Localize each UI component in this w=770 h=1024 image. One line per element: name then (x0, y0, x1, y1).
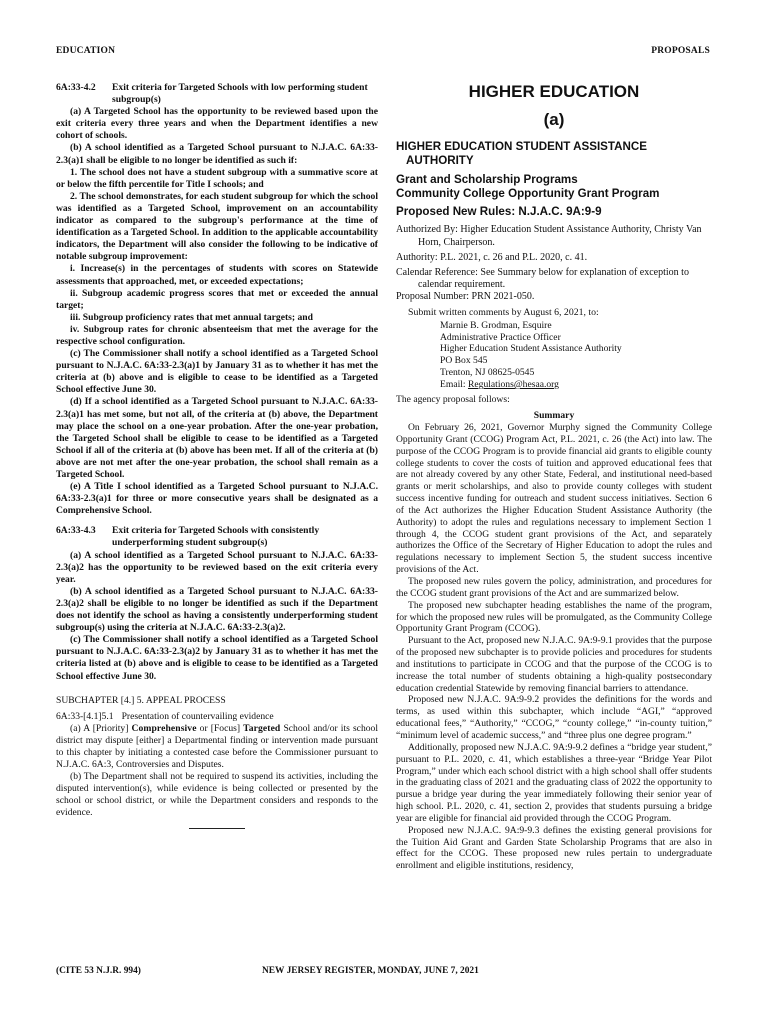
section-number: 6A:33-[4.1]5.1 (56, 710, 114, 722)
address-block (396, 320, 712, 391)
authorized-by: Authorized By: Higher Education Student Assistance Authority, Christy Van Horn, Chairperson. (396, 224, 702, 248)
text-run: (a) A [Priority] (70, 722, 132, 734)
section-title: Exit criteria for Targeted Schools with consistently underperforming student subgroup(s) (112, 525, 320, 549)
paragraph-4-2-b1: 1. The school does not have a student subgroup with a summative score at or below the fifth percentile for Title I schools; and (56, 166, 378, 190)
department-title: HIGHER EDUCATION (468, 82, 640, 101)
paragraph-5-1-a (56, 723, 378, 771)
summary-paragraph-3: The proposed new subchapter heading establishes the name of the program, for which the proposed new rules will be promulgated, as the Community College Opportunity Grant Program (CCOG). (396, 599, 712, 635)
paragraph-4-2-c: (c) The Commissioner shall notify a school identified as a Targeted School pursuant to N.J.A.C. 6A:33-2.3(a)1 by January 31 as to whether it has met the criteria at (b) above and is eligible to cease to be identified as a Targeted School effective June 30. (56, 348, 378, 396)
summary-paragraph-5: Proposed new N.J.A.C. 9A:9-9.2 provides the definitions for the words and terms, as used within this subchapter, which include “AGI,” “approved educational fees,” “Authority,” “CCOG,” “county college,” “in-county tuition,” “minimum level of academic success,” and “three plus one degree program.” (396, 694, 712, 741)
submit-comments: Submit written comments by August 6, 2021, to: (408, 306, 599, 318)
summary-paragraph-7: Proposed new N.J.A.C. 9A:9-9.3 defines the existing general provisions for the Tuition Aid Grant and Garden State Scholarship Programs that are also in effect for the CCOG. These proposed new rules pertain to undergraduate enrollment and eligible institutions, residency, (396, 824, 712, 872)
paragraph-4-2-b2iv: iv. Subgroup rates for chronic absenteeism that met the average for the respective school configuration. (56, 323, 378, 347)
running-header-right: PROPOSALS (651, 46, 710, 56)
summary-paragraph-2: The proposed new rules govern the policy, administration, and procedures for the CCOG student grant provisions of the Act and are summarized below. (396, 576, 712, 599)
summary-paragraph-1: On February 26, 2021, Governor Murphy signed the Community College Opportunity Grant (CCOG) Program Act, P.L. 2021, c. 26 (the Act) into law. The purpose of the CCOG Program is to provide financial aid grants to eligible county college students to cover the costs of tuition and approved educational fees that are not already covered by any other State, Federal, and institutional need-based grants or merit scholarships, and also to provide county colleges with student success incentive funding for outreach and student success initiatives. Section 6 of the Act authorizes the Higher Education Student Assistance Authority (the Authority) to adopt the rules and regulations necessary to implement Section 1 through 4, the CCOG student grant provisions of the Act, and separately authorizes the Office of the Secretary of Higher Education to adopt the rules and regulations necessary to implement Section 5, the student success incentive provisions of the Act. (396, 422, 712, 576)
footer-register: NEW JERSEY REGISTER, MONDAY, JUNE 7, 2021 (262, 966, 479, 976)
address-line: Trenton, NJ 08625-0545 (440, 367, 535, 379)
section-heading-5-1 (56, 711, 378, 723)
section-title: Exit criteria for Targeted Schools with low performing student subgroup(s) (112, 82, 368, 106)
paragraph-4-3-b: (b) A school identified as a Targeted School pursuant to N.J.A.C. 6A:33-2.3(a)2 shall be eligible to no longer be identified as such if the Department does not identify the school as having a consistently underperforming student subgroup(s) using the criteria at N.J.A.C. 6A:33-2.3(a)2. (56, 585, 378, 634)
footer-citation: (CITE 53 N.J.R. 994) (56, 966, 141, 976)
notice-letter: (a) (543, 110, 565, 129)
paragraph-4-2-b2ii: ii. Subgroup academic progress scores that met or exceeded the annual target; (56, 287, 378, 311)
section-heading-4-2 (56, 82, 378, 106)
paragraph-5-1-b: (b) The Department shall not be required to suspend its activities, including the disputed intervention(s), while evidence is being collected or presented by the school or school district, or while the Department considers and responds to the evidence. (56, 771, 378, 819)
section-number: 6A:33-4.3 (56, 525, 96, 537)
right-column (396, 82, 712, 872)
calendar-reference: Calendar Reference: See Summary below for explanation of exception to calendar requirement. (396, 267, 689, 291)
proposal-follows: The agency proposal follows: (396, 394, 510, 406)
email-line (440, 379, 712, 391)
paragraph-4-2-d: (d) If a school identified as a Targeted School pursuant to N.J.A.C. 6A:33-2.3(a)1 has met some, but not all, of the criteria at (b) above, the Department may place the school on a one-year probation. After the one-year probation, the Targeted School shall be eligible to cease to be identified as a Targeted School if all of the criteria at (b) above has been met. If all of the criteria at (b) above are not met after the one-year probation, the school shall remain as a Targeted School. (56, 396, 378, 480)
paragraph-4-2-b2i: i. Increase(s) in the percentages of students with scores on Statewide assessments that approached, met, or exceeded expectations; (56, 263, 378, 287)
paragraph-4-2-b2iii: iii. Subgroup proficiency rates that met annual targets; and (70, 311, 313, 323)
text-run-bold: Comprehensive (131, 722, 197, 734)
section-number: 6A:33-4.2 (56, 82, 96, 93)
text-run-bold: Targeted (243, 722, 281, 734)
text-run: School and/or its school district may dispute [either] a Departmental finding or intervention made pursuant to this chapter by initiating a contested case before the Commissioner pursuant to N.J.A.C. 6A:3, Controversies and Disputes. (56, 722, 378, 771)
address-line: Marnie B. Grodman, Esquire (440, 319, 552, 331)
authority: Authority: P.L. 2021, c. 26 and P.L. 2020, c. 41. (396, 251, 588, 263)
subchapter-heading: SUBCHAPTER [4.] 5. APPEAL PROCESS (56, 694, 226, 706)
paragraph-4-2-e: (e) A Title I school identified as a Targeted School pursuant to N.J.A.C. 6A:33-2.3(a)1 for three or more consecutive years shall be designated as a Comprehensive School. (56, 481, 378, 517)
email-label: Email: (440, 379, 468, 391)
email-link[interactable]: Regulations@hesaa.org (467, 379, 559, 391)
paragraph-4-3-c: (c) The Commissioner shall notify a school identified as a Targeted School pursuant to N.J.A.C. 6A:33-2.3(a)2 by January 31 as to whether it has met the criteria listed at (b) above and is eligible to cease to be identified as a Targeted School effective June 30. (56, 634, 378, 682)
rules-title: Proposed New Rules: N.J.A.C. 9A:9-9 (396, 204, 602, 218)
paragraph-4-2-b2: 2. The school demonstrates, for each student subgroup for which the school was identified as a Targeted School, improvement on an accountability indicator as compared to the subgroup's performance at the time of identification as a Targeted School. In addition to the applicable accountability indicators, the Department will also consider the following to be indicative of notable subgroup improvement: (56, 190, 378, 263)
program-title: Grant and Scholarship Programs (396, 173, 578, 186)
section-title: Presentation of countervailing evidence (121, 710, 274, 722)
end-rule (189, 828, 245, 829)
left-column (56, 82, 378, 829)
paragraph-4-3-a: (a) A school identified as a Targeted School pursuant to N.J.A.C. 6A:33-2.3(a)2 has the opportunity to be reviewed based on the exit criteria every year. (56, 549, 378, 585)
address-line: Higher Education Student Assistance Authority (440, 343, 622, 355)
summary-paragraph-6: Additionally, proposed new N.J.A.C. 9A:9-9.2 defines a “bridge year student,” pursuant to P.L. 2020, c. 41, which establishes a three-year “Bridge Year Pilot Program,” under which each school district with a high school shall offer students in the graduating class of 2021 and the graduating class of 2022 the opportunity to pursue a bridge year during the year immediately following their senior year of high school. P.L. 2020, c. 41, section 2, provides that students pursuing a bridge year are eligible for financial aid provided through the CCOG Program. (396, 741, 712, 824)
paragraph-4-2-a: (a) A Targeted School has the opportunity to be reviewed based upon the exit criteria every three years and when the Department identifies a new cohort of schools. (56, 106, 378, 142)
agency-name: HIGHER EDUCATION STUDENT ASSISTANCE AUTHORITY (396, 140, 647, 167)
section-heading-4-3 (56, 525, 378, 549)
proposal-number: Proposal Number: PRN 2021-050. (396, 291, 535, 303)
program-subtitle: Community College Opportunity Grant Program (396, 186, 660, 200)
text-run: or [Focus] (196, 722, 244, 734)
running-header-left: EDUCATION (56, 46, 116, 56)
summary-heading: Summary (533, 410, 575, 422)
paragraph-4-2-b: (b) A school identified as a Targeted School pursuant to N.J.A.C. 6A:33-2.3(a)1 shall be eligible to no longer be identified as such if: (56, 142, 378, 166)
summary-paragraph-4: Pursuant to the Act, proposed new N.J.A.C. 9A:9-9.1 provides that the purpose of the proposed new subchapter is to provide policies and procedures for students and institutions to participate in CCOG and that the purpose of the CCOG is to increase the total number of students obtaining a high-quality postsecondary education credential Statewide by removing financial barriers to attendance. (396, 635, 712, 694)
address-line: Administrative Practice Officer (440, 331, 561, 343)
address-line: PO Box 545 (440, 355, 488, 367)
